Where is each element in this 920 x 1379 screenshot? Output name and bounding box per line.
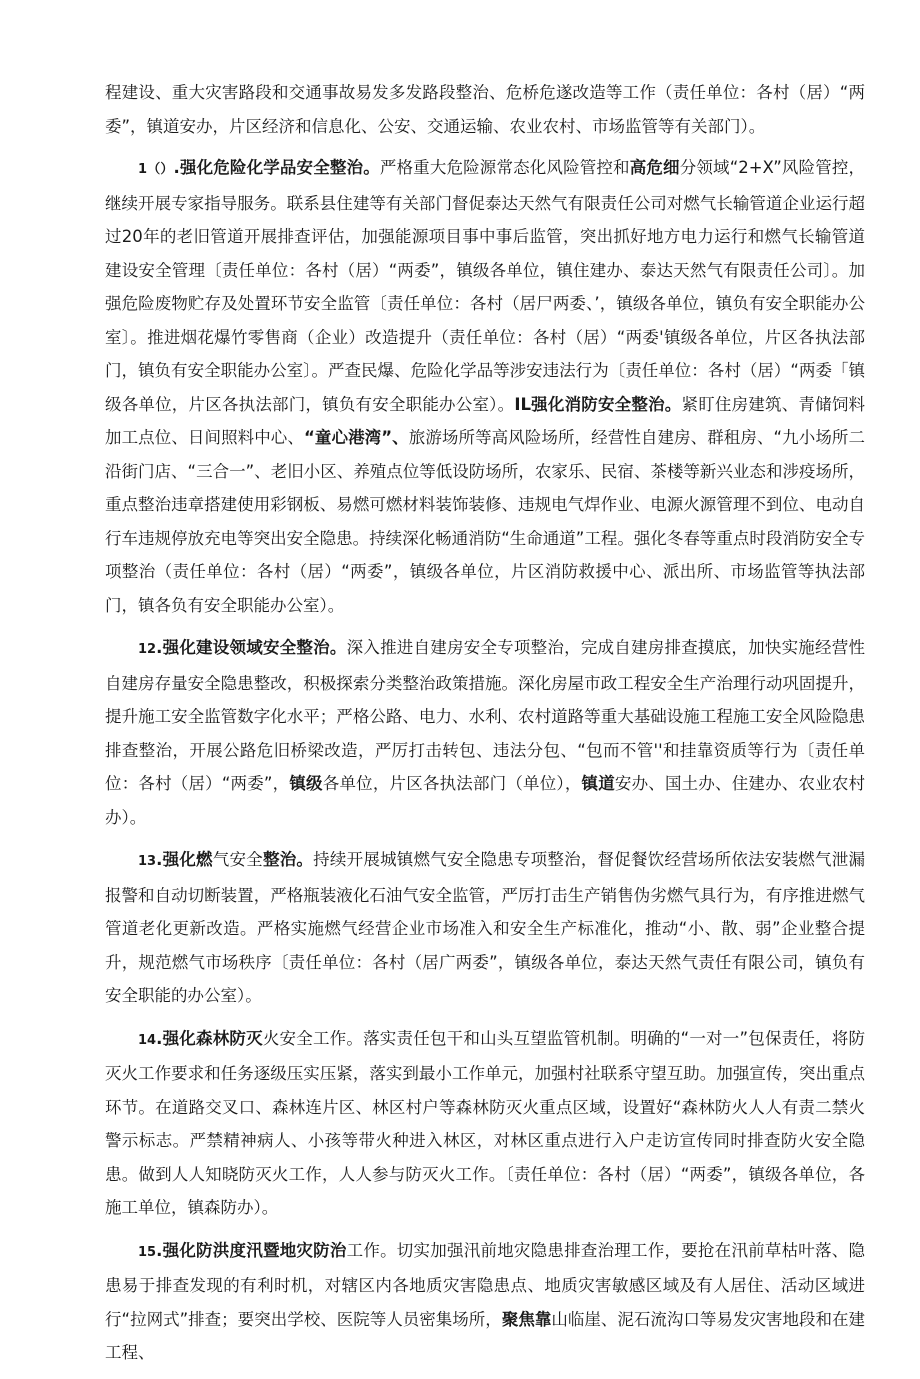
paragraph-text: 气安全 [212, 850, 263, 869]
paragraph-text: 工作。切实加强汛前地灾隐患排查治理工作，要抢在汛前草枯叶落、隐患易于排查发现的有利时机，对辖区内各地质灾害隐患点、地质灾害敏感区域及有人居住、活动区域进行“拉网式”排查；要突出学校、医院等人员密集场所， [105, 1240, 866, 1329]
paragraph-text: 深入推进自建房安全专项整治，完成自建房排查摸底，加快实施经营性自建房存量安全隐患整改，积极探索分类整治政策措施。深化房屋市政工程安全生产治理行动巩固提升，提升施工安全监管数字化水平；严格公路、电力、水利、农村道路等重大基础设施工程施工安全风险隐患排查整治，开展公路危旧桥梁改造，严厉打击转包、违法分包、“包而不管''和挂靠资质等行为〔责任单位：各村（居）“两委”， [105, 638, 866, 793]
item-heading: .强化燃 [156, 850, 213, 869]
item-heading: .强化防洪度汛暨地灾防治 [156, 1240, 347, 1260]
paragraph-item-12 [105, 631, 865, 834]
paragraph-text: 旅游场所等高风险场所，经营性自建房、群租房、“九小场所二沿街门店、“三合一”、老旧小区、养殖点位等低设防场所，农家乐、民宿、茶楼等新兴业态和涉疫场所，重点整治违章搭建使用彩钢板、易燃可燃材料装饰装修、违规电气焊作业、电源火源管理不到位、电动自行车违规停放充电等突出安全隐患。持续深化畅通消防“生命通道”工程。强化冬春等重点时段消防安全专项整治（责任单位：各村（居）“两委”，镇级各单位，片区消防救援中心、派出所、市场监管等执法部门，镇各负有安全职能办公室）。 [105, 428, 865, 615]
paragraph-text: 安办、国土办、住建办、农业农村办）。 [105, 774, 866, 827]
paragraph-item-10-11 [105, 151, 865, 622]
bold-text: 镇道 [581, 774, 615, 793]
paragraph-item-13 [105, 843, 865, 1013]
paragraph-text: 火安全工作。落实责任包干和山头互望监管机制。明确的“一对一”包保责任，将防灭火工作要求和任务逐级压实压紧，落实到最小工作单元，加强村社联系守望互助。加强宣传，突出重点环节。在道路交叉口、森林连片区、林区村户等森林防灭火重点区域，设置好“森林防火人人有责二禁火警示标志。严禁精神病人、小孩等带火种进入林区，对林区重点进行入户走访宣传同时排查防火安全隐患。做到人人知晓防灭火工作，人人参与防灭火工作。〔责任单位：各村（居）“两委”，镇级各单位，各施工单位，镇森防办）。 [105, 1028, 865, 1217]
paragraph-text: 持续开展城镇燃气安全隐患专项整治，督促餐饮经营场所依法安装燃气泄漏报警和自动切断装置，严格瓶装液化石油气安全监管，严厉打击生产销售伪劣燃气具行为，有序推进燃气管道老化更新改造。严格实施燃气经营企业市场准入和安全生产标准化，推动“小、散、弱”企业整合提升，规范燃气市场秩序〔责任单位：各村（居广两委”，镇级各单位，泰达天然气责任有限公司，镇负有安全职能的办公室）。 [105, 850, 865, 1005]
bold-text: 整治。 [262, 850, 314, 869]
bold-text: 高危细 [629, 158, 680, 177]
item-number: 12 [138, 642, 157, 657]
paragraph-continuation [105, 76, 865, 143]
paragraph-text: 严格重大危险源常态化风险管控和 [379, 158, 630, 177]
item-heading: .强化建设领域安全整治。 [156, 638, 347, 657]
paragraph-text: 山临崖、泥石流沟口等易发灾害地段和在建工程、 [105, 1309, 865, 1362]
item-heading: .强化危险化学品安全整治。 [173, 158, 380, 177]
paragraph-text: 各单位，片区各执法部门（单位）， [322, 774, 582, 793]
bold-text: “童心港湾”、 [303, 428, 409, 447]
paragraph-text: 紧盯住房建筑、青储饲料加工点位、日间照料中心、 [105, 394, 866, 447]
paragraph-text: 程建设、重大灾害路段和交通事故易发多发路段整治、危桥危遂改造等工作（责任单位：各村（居）“两委”，镇道安办，片区经济和信息化、公安、交通运输、农业农村、市场监管等有关部门）。 [105, 83, 865, 136]
bold-text: 镇级 [289, 774, 323, 793]
item-heading: IL强化消防安全整治。 [514, 394, 682, 414]
bold-text: 聚焦靠 [501, 1309, 552, 1329]
paragraph-text: 分领域“2+X”风险管控，继续开展专家指导服务。联系县住建等有关部门督促泰达天然气有限责任公司对燃气长输管道企业运行超过20年的老旧管道开展排查评估，加强能源项目事中事后监管，突出抓好地方电力运行和燃气长输管道建设安全管理〔责任单位：各村（居）“两委”，镇级各单位，镇住建办、泰达天然气有限责任公司〕。加强危险废物贮存及处置环节安全监管〔责任单位：各村（居尸两委、’，镇级各单位，镇负有安全职能办公室〕。推进烟花爆竹零售商（企业）改造提升（责任单位：各村（居）“两委'镇级各单位，片区各执法部门，镇负有安全职能办公室〕。严查民爆、危险化学品等涉安违法行为〔责任单位：各村（居）“两委「镇级各单位，片区各执法部门，镇负有安全职能办公室）。 [105, 158, 866, 414]
item-number: 13 [138, 854, 157, 869]
item-number: 15 [138, 1244, 157, 1260]
paragraph-item-15 [105, 1234, 865, 1370]
item-number: 14 [138, 1032, 157, 1048]
document-page [105, 76, 865, 1379]
paragraph-item-14 [105, 1022, 865, 1225]
item-heading: .强化森林防灭 [156, 1028, 263, 1048]
item-number: 1（） [138, 162, 174, 177]
